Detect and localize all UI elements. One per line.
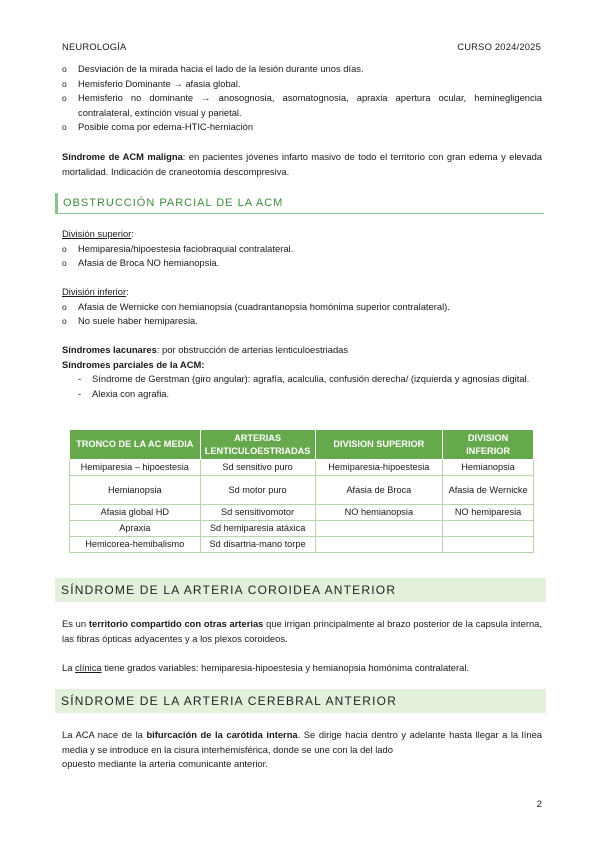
table-row <box>70 476 534 505</box>
aca-paragraph: La ACA nace de la bifurcación de la carótida interna. Se dirige hacia dentro y adelante hasta llegar a la línea media y se introduce en la cisura interhemisférica, donde se une con la del lado opuesto mediante la arteria comunicante anterior. <box>62 729 543 770</box>
table-header-cell: DIVISION SUPERIOR <box>315 430 443 460</box>
coroidea-paragraph-1: Es un territorio compartido con otras arterias que irrigan principalmente al brazo posterior de la capsula interna, las fibras ópticas adyacentes y a los plexos coroideos. <box>62 618 542 644</box>
section-heading-obstruccion: OBSTRUCCIÓN PARCIAL DE LA ACM <box>55 193 544 214</box>
table-cell: NO hemianopsia <box>315 505 443 521</box>
list-item: o Desviación de la mirada hacia el lado de la lesión durante unos días. <box>62 63 364 74</box>
table-row <box>70 460 534 476</box>
table-header-cell: ARTERIAS LENTICULOESTRIADAS <box>200 430 315 460</box>
table-header-cell: DIVISION INFERIOR <box>443 430 534 460</box>
table-row <box>70 505 534 521</box>
coroidea-paragraph-2: La clínica tiene grados variables: hemiparesia-hipoestesia y hemianopsia homónima contralateral. <box>62 662 470 673</box>
table-cell <box>443 537 534 553</box>
list-item: o Posible coma por edema-HTIC-herniación <box>62 121 254 133</box>
table-cell: Afasia global HD <box>70 505 201 521</box>
table-cell: Sd sensitivo puro <box>200 460 315 476</box>
table-cell: Hemianopsia <box>443 460 534 476</box>
list-item: o Hemiparesia/hipoestesia faciobraquial contralateral. <box>62 242 294 254</box>
parciales-title: Síndromes parciales de la ACM: <box>62 358 205 370</box>
table-cell: Hemianopsia <box>70 476 201 505</box>
table-cell <box>315 521 443 537</box>
table-row <box>70 537 534 553</box>
table-header-row <box>70 430 534 460</box>
table-cell: Apraxia <box>70 521 201 537</box>
header-course: CURSO 2024/2025 <box>457 41 541 52</box>
acm-maligna-paragraph: Síndrome de ACM maligna: en pacientes jóvenes infarto masivo de todo el territorio con gran edema y elevada mortalidad. Indicación de craneotomía descompresiva. <box>62 151 542 177</box>
acm-maligna-label: Síndrome de ACM maligna <box>62 151 183 162</box>
division-superior-title: División superior: <box>62 228 134 239</box>
table-cell <box>315 537 443 553</box>
division-inferior <box>62 285 542 329</box>
table-row <box>70 521 534 537</box>
list-item: o Hemisferio Dominante → afasia global. <box>62 77 241 89</box>
table-cell: Sd hemiparesia atáxica <box>200 521 315 537</box>
list-item: - Síndrome de Gerstman (giro angular): agrafía, acalculia, confusión derecha/ (izquierda y agnosias digital. <box>78 373 530 385</box>
sindromes-block <box>62 343 542 401</box>
section-heading-coroidea: SÍNDROME DE LA ARTERIA COROIDEA ANTERIOR <box>55 578 546 602</box>
page-header <box>62 40 541 55</box>
list-item: o Afasia de Broca NO hemianopsia. <box>62 257 220 269</box>
lacunares-line: Síndromes lacunares: por obstrucción de arterias lenticuloestriadas <box>62 344 349 355</box>
table-cell: NO hemiparesia <box>443 505 534 521</box>
table-cell: Hemiparesia – hipoestesia <box>70 460 201 476</box>
table-cell <box>443 521 534 537</box>
acm-syndromes-table <box>69 429 534 553</box>
section-heading-cerebral-anterior: SÍNDROME DE LA ARTERIA CEREBRAL ANTERIOR <box>55 689 546 713</box>
table-cell: Sd disartria-mano torpe <box>200 537 315 553</box>
list-item: o Afasia de Wernicke con hemianopsia (cuadrantanopsia homónima superior contralateral). <box>62 300 450 312</box>
table-cell: Sd sensitivomotor <box>200 505 315 521</box>
table-cell: Afasia de Wernicke <box>443 476 534 505</box>
list-item: o No suele haber hemiparesia. <box>62 315 198 327</box>
table-cell: Sd motor puro <box>200 476 315 505</box>
table-cell: Afasia de Broca <box>315 476 443 505</box>
division-inferior-title: División inferior: <box>62 286 129 297</box>
table-cell: Hemicorea-hemibalismo <box>70 537 201 553</box>
table-cell: Hemiparesia-hipoestesia <box>315 460 443 476</box>
top-bullet-list <box>62 62 542 135</box>
header-subject: NEUROLOGÍA <box>62 41 127 52</box>
list-item: - Alexia con agrafia. <box>78 387 170 399</box>
table-header-cell: TRONCO DE LA AC MEDIA <box>70 430 201 460</box>
page-number: 2 <box>536 799 542 810</box>
list-item: o Hemisferio no dominante → anosognosia, asomatognosia, apraxia apertura ocular, heminegligencia contralateral, extinción visual y parietal. <box>62 92 542 118</box>
division-superior <box>62 227 542 271</box>
